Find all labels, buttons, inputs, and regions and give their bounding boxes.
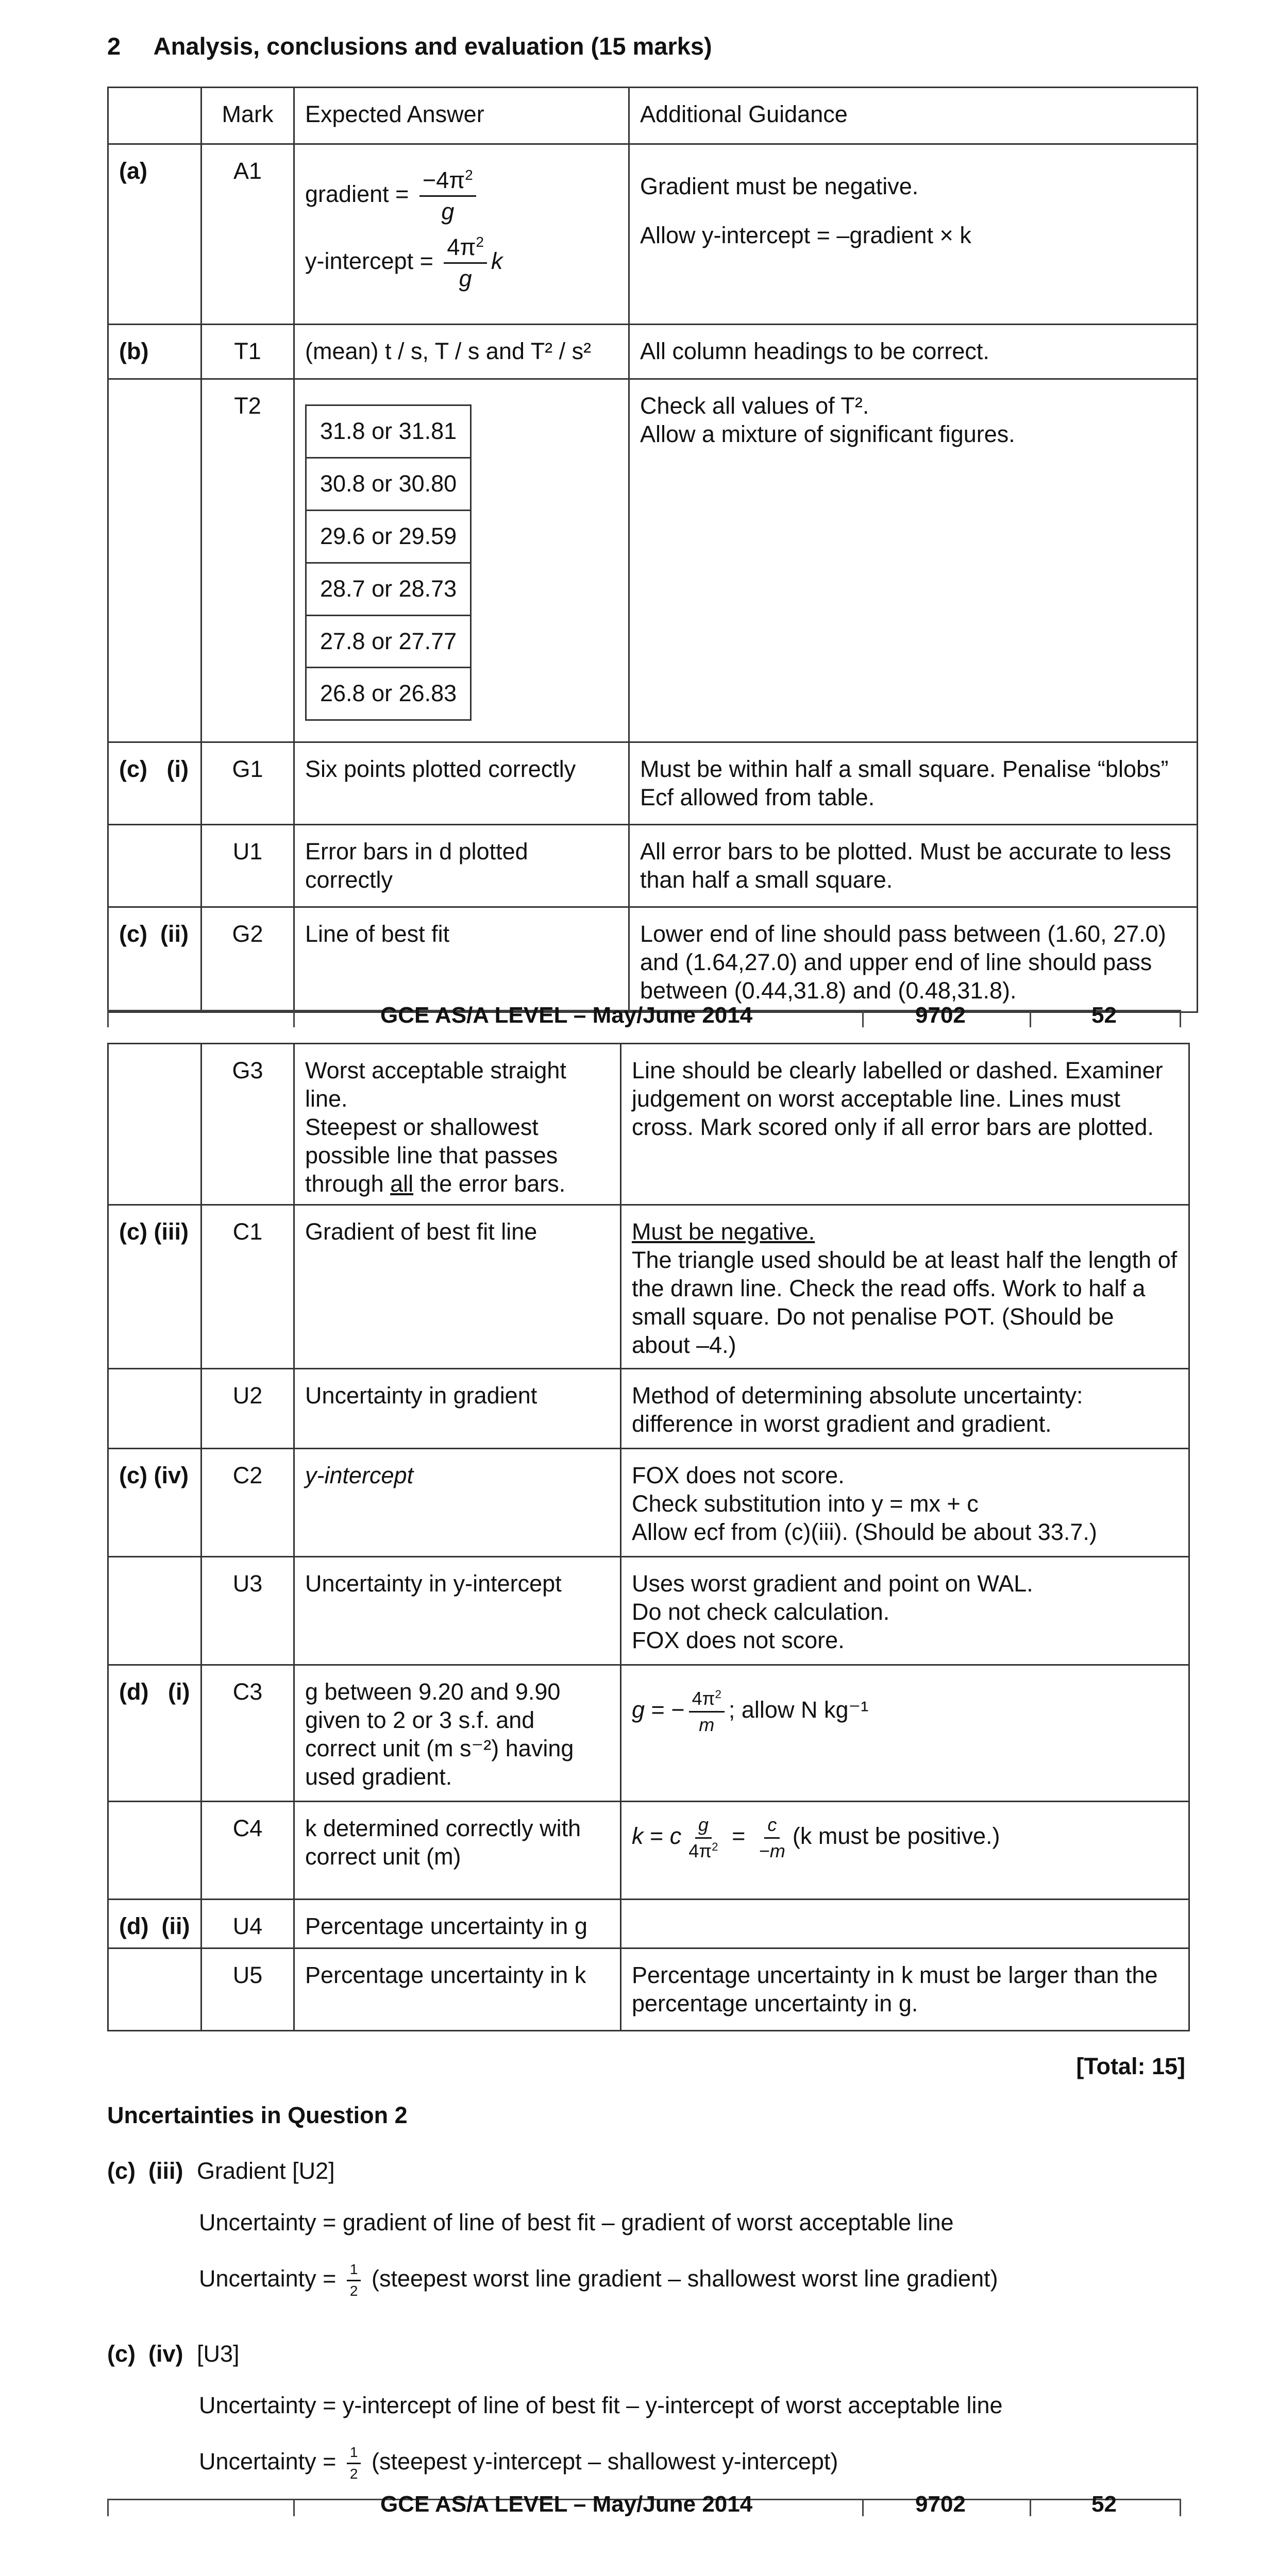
row-g1: [108, 742, 1198, 825]
k-formula: $\frac{g}{4\pi^2}$: [688, 1814, 718, 1862]
guidance-line: Allow y-intercept = –gradient × k: [640, 222, 971, 248]
yint-formula: $\frac{4\pi^2}{g}$: [444, 234, 487, 291]
c3-line-2: [199, 2262, 998, 2299]
guidance-tail: (k must be positive.): [792, 1823, 1000, 1850]
row-u4: [108, 1900, 1189, 1948]
guidance: [621, 1205, 1189, 1369]
footer-syllabus: 9702: [915, 2492, 966, 2517]
part-label: (c) (iii): [108, 1205, 201, 1369]
guidance: [629, 379, 1198, 742]
mark-code: C4: [201, 1802, 294, 1900]
footer-syllabus: 9702: [915, 1003, 966, 1028]
guidance-line: Uses worst gradient and point on WAL.: [632, 1570, 1033, 1597]
section-title: 2 Analysis, conclusions and evaluation (15 marks): [107, 32, 712, 60]
part-label: (b): [108, 325, 201, 379]
t2-values-table: [305, 404, 472, 721]
c3-line-1: Uncertainty = gradient of line of best fit – gradient of worst acceptable line: [199, 2209, 954, 2235]
footer-exam: GCE AS/A LEVEL – May/June 2014: [380, 1003, 753, 1028]
guidance-line: Do not check calculation.: [632, 1599, 890, 1625]
row-t2: [108, 379, 1198, 742]
header-expected: Expected Answer: [294, 88, 629, 144]
uncertainties-heading: Uncertainties in Question 2: [107, 2102, 408, 2128]
mark-scheme-table-2: [107, 1043, 1190, 2031]
guidance: k = c $\frac{g}{4\pi^2}$ = $\frac{c}{-m}$ (k must be positive.): [621, 1802, 1189, 1900]
guidance: [621, 1557, 1189, 1665]
expected-answer: Six points plotted correctly: [294, 742, 629, 825]
row-g2: [108, 907, 1198, 1012]
t2-value: 28.7 or 28.73: [306, 563, 471, 615]
t2-value: 27.8 or 27.77: [306, 615, 471, 668]
guidance-line: Must be negative.: [632, 1218, 815, 1245]
yint-label: y-intercept =: [305, 247, 433, 274]
row-a1: [108, 144, 1198, 325]
row-u2: [108, 1369, 1189, 1449]
guidance: [629, 144, 1198, 325]
row-c1: [108, 1205, 1189, 1369]
mark-code: T1: [201, 325, 294, 379]
part-label: (c) (iii): [107, 2158, 183, 2184]
expected-answer: k determined correctly with correct unit (m): [294, 1802, 621, 1900]
line-prefix: Uncertainty =: [199, 2448, 337, 2475]
guidance: Line should be clearly labelled or dashed. Examiner judgement on worst acceptable line. Lines must cross. Mark scored only if all error bars are plotted.: [621, 1044, 1189, 1205]
mark-code: C3: [201, 1665, 294, 1802]
guidance-line: FOX does not score.: [632, 1462, 845, 1489]
part-label: (d) (ii): [108, 1900, 201, 1948]
mark-code: G1: [201, 742, 294, 825]
part-label: (c) (ii): [108, 907, 201, 1012]
gradient-label: gradient =: [305, 180, 409, 207]
row-u1: [108, 825, 1198, 907]
guidance-line: FOX does not score.: [632, 1627, 845, 1654]
guidance: Method of determining absolute uncertainty: difference in worst gradient and gradient.: [621, 1369, 1189, 1449]
mark-code: G3: [201, 1044, 294, 1205]
expected-answer: Worst acceptable straight line. Steepest or shallowest possible line that passes through all the error bars.: [294, 1044, 621, 1205]
half-fraction: $\frac{1}{2}$: [347, 2262, 361, 2299]
guidance-line: Check all values of T².: [640, 393, 869, 419]
expected-answer: g between 9.20 and 9.90 given to 2 or 3 s.f. and correct unit (m s⁻²) having used gradient.: [294, 1665, 621, 1802]
expected-answer: Uncertainty in y-intercept: [294, 1557, 621, 1665]
expected-answer: Line of best fit: [294, 907, 629, 1012]
mark-code: U2: [201, 1369, 294, 1449]
guidance: All column headings to be correct.: [629, 325, 1198, 379]
half-fraction: $\frac{1}{2}$: [347, 2445, 361, 2482]
guidance: All error bars to be plotted. Must be accurate to less than half a small square.: [629, 825, 1198, 907]
mark-code: U5: [201, 1948, 294, 2031]
expected-answer: [294, 379, 629, 742]
guidance: Must be within half a small square. Penalise “blobs” Ecf allowed from table.: [629, 742, 1198, 825]
guidance: [621, 1449, 1189, 1557]
expected-answer: Gradient of best fit line: [294, 1205, 621, 1369]
c3-block-title: [107, 2158, 335, 2184]
header-blank: [108, 88, 201, 144]
c4-line-1: Uncertainty = y-intercept of line of best fit – y-intercept of worst acceptable line: [199, 2392, 1003, 2418]
footer-paper: 52: [1091, 2492, 1117, 2517]
line-prefix: Uncertainty =: [199, 2265, 337, 2292]
expected-answer: Uncertainty in gradient: [294, 1369, 621, 1449]
row-u5: [108, 1948, 1189, 2031]
expected-answer: Percentage uncertainty in g: [294, 1900, 621, 1948]
part-label: (a): [108, 144, 201, 325]
row-g3: [108, 1044, 1189, 1205]
mark-code: U1: [201, 825, 294, 907]
part-label: (c) (iv): [107, 2341, 183, 2367]
guidance: Lower end of line should pass between (1.60, 27.0) and (1.64,27.0) and upper end of line should pass between (0.44,31.8) and (0.48,31.8).: [629, 907, 1198, 1012]
mark-scheme-table-1: [107, 87, 1198, 1013]
mark-code: G2: [201, 907, 294, 1012]
mark-code: U4: [201, 1900, 294, 1948]
g-formula: $\frac{4\pi^2}{m}$: [689, 1688, 725, 1735]
guidance-line: The triangle used should be at least half the length of the drawn line. Check the read offs. Work to half a small square. Do not penalise POT. (Should be about –4.): [632, 1247, 1178, 1359]
footer-paper: 52: [1091, 1003, 1117, 1028]
k-formula-2: $\frac{c}{-m}$: [759, 1814, 785, 1862]
guidance-line: Allow ecf from (c)(iii). (Should be about 33.7.): [632, 1519, 1097, 1546]
row-c4: [108, 1802, 1189, 1900]
table-header-row: [108, 88, 1198, 144]
total-marks: [Total: 15]: [1076, 2053, 1185, 2079]
c4-line-2: [199, 2445, 838, 2482]
page-footer: [107, 2492, 1181, 2517]
expected-answer: Percentage uncertainty in k: [294, 1948, 621, 2031]
mark-code: C2: [201, 1449, 294, 1557]
part-label: (d) (i): [108, 1665, 201, 1802]
mark-code: U3: [201, 1557, 294, 1665]
expected-answer: Error bars in d plotted correctly: [294, 825, 629, 907]
row-c3: [108, 1665, 1189, 1802]
block-title: [U3]: [197, 2341, 240, 2367]
guidance-line: Check substitution into y = mx + c: [632, 1490, 979, 1517]
mark-code: T2: [201, 379, 294, 742]
guidance: Percentage uncertainty in k must be larger than the percentage uncertainty in g.: [621, 1948, 1189, 2031]
part-label: (c) (iv): [108, 1449, 201, 1557]
line-suffix: (steepest y-intercept – shallowest y-intercept): [371, 2448, 838, 2475]
t2-value: 30.8 or 30.80: [306, 457, 471, 510]
footer-exam: GCE AS/A LEVEL – May/June 2014: [380, 2492, 753, 2517]
expected-answer: y-intercept: [294, 1449, 621, 1557]
c4-block-title: [107, 2341, 240, 2367]
row-c2: [108, 1449, 1189, 1557]
mark-code: C1: [201, 1205, 294, 1369]
t2-value: 29.6 or 29.59: [306, 510, 471, 563]
header-mark: Mark: [201, 88, 294, 144]
guidance-tail: ; allow N kg⁻¹: [728, 1697, 869, 1723]
expected-answer: (mean) t / s, T / s and T² / s²: [294, 325, 629, 379]
block-title: Gradient [U2]: [197, 2158, 335, 2184]
guidance-line: Allow a mixture of significant figures.: [640, 420, 1015, 447]
line-suffix: (steepest worst line gradient – shallowest worst line gradient): [371, 2265, 998, 2292]
row-t1: [108, 325, 1198, 379]
page-footer: [107, 1003, 1181, 1028]
guidance: g = − $\frac{4\pi^2}{m}$ ; allow N kg⁻¹: [621, 1665, 1189, 1802]
header-guidance: Additional Guidance: [629, 88, 1198, 144]
t2-value: 26.8 or 26.83: [306, 668, 471, 720]
gradient-formula: $\frac{-4\pi^2}{g}$: [419, 167, 476, 224]
mark-code: A1: [201, 144, 294, 325]
part-label: (c) (i): [108, 742, 201, 825]
t2-value: 31.8 or 31.81: [306, 405, 471, 458]
row-u3: [108, 1557, 1189, 1665]
expected-answer: gradient = $\frac{-4\pi^2}{g}$ y-intercept = $\frac{4\pi^2}{g}$ k: [294, 144, 629, 325]
guidance-line: Gradient must be negative.: [640, 173, 919, 199]
